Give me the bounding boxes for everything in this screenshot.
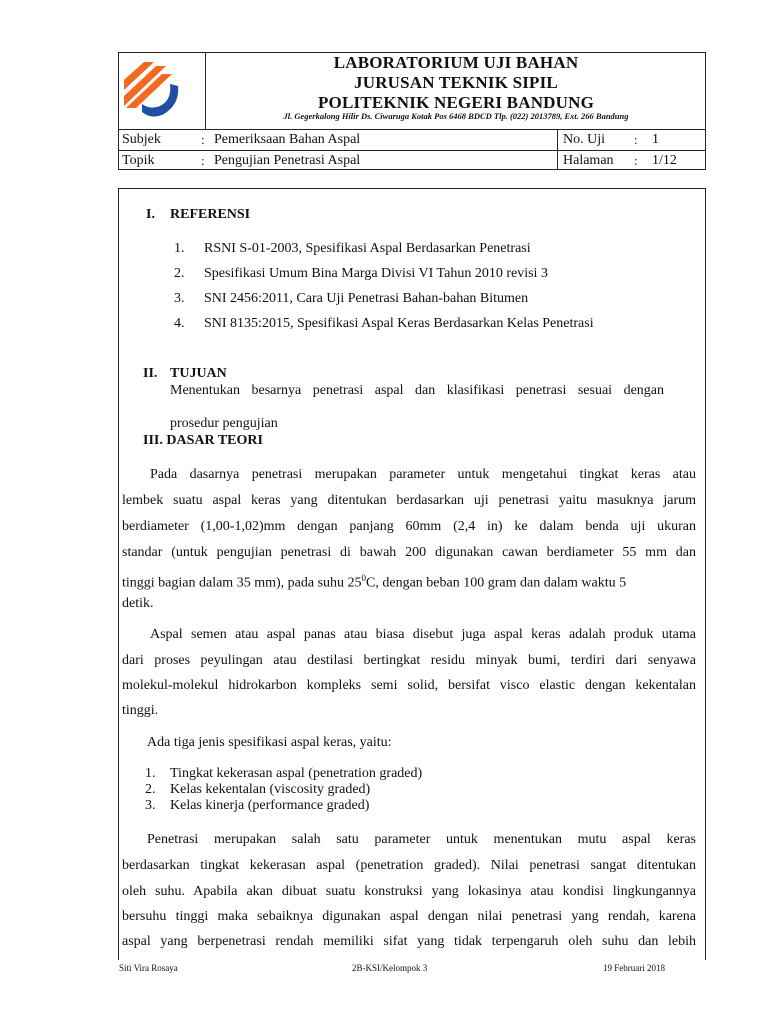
tujuan-text-line2: prosedur pengujian: [170, 416, 278, 431]
list-item: Tingkat kekerasan aspal (penetration graded): [170, 766, 423, 781]
paragraph-line: berdasarkan tingkat kekerasan aspal (penetration graded). Nilai penetrasi sangat ditentukan: [122, 858, 696, 873]
topik-label: Topik: [122, 153, 155, 168]
header-divider: [557, 129, 558, 170]
paragraph-line: bersuhu tinggi maka sebaiknya digunakan aspal dengan nilai penetrasi yang rendah, karena: [122, 909, 696, 924]
colon: :: [201, 132, 205, 147]
subjek-value: Pemeriksaan Bahan Aspal: [214, 132, 361, 147]
reference-text: SNI 8135:2015, Spesifikasi Aspal Keras Berdasarkan Kelas Penetrasi: [204, 316, 594, 331]
colon: :: [201, 153, 205, 168]
paragraph-line: oleh suhu. Apabila akan dibuat suatu konstruksi yang lokasinya atau kondisi lingkungannya: [122, 884, 696, 899]
paragraph-line: berdiameter (1,00-1,02)mm dengan panjang 60mm (2,4 in) ke dalam benda uji ukuran: [122, 519, 696, 534]
paragraph-text: tinggi bagian dalam 35 mm), pada suhu 25: [122, 575, 362, 591]
halaman-label: Halaman: [563, 153, 614, 168]
paragraph-line: [122, 566, 696, 596]
list-number: 3.: [145, 798, 156, 813]
paragraph-line: Ada tiga jenis spesifikasi aspal keras, yaitu:: [147, 735, 392, 750]
paragraph-text: C, dengan beban 100 gram dan dalam waktu 5: [366, 575, 627, 591]
footer-group: 2B-KSI/Kelompok 3: [352, 963, 428, 973]
paragraph-line: molekul-molekul hidrokarbon kompleks semi solid, bersifat visco elastic dengan kekentalan: [122, 678, 696, 693]
reference-number: 1.: [174, 241, 185, 256]
no-uji-label: No. Uji: [563, 132, 605, 147]
list-item: Kelas kekentalan (viscosity graded): [170, 782, 371, 797]
footer-author: Siti Vira Rosaya: [119, 963, 178, 973]
colon: :: [634, 153, 638, 168]
subjek-label: Subjek: [122, 132, 161, 147]
reference-number: 4.: [174, 316, 185, 331]
paragraph-line: Pada dasarnya penetrasi merupakan parameter untuk mengetahui tingkat keras atau: [150, 467, 696, 482]
halaman-value: 1/12: [652, 153, 677, 168]
colon: :: [634, 132, 638, 147]
section-title-referensi: REFERENSI: [170, 207, 251, 222]
paragraph-line: aspal yang berpenetrasi rendah memiliki sifat yang tidak terpengaruh oleh suhu dan lebih: [122, 934, 696, 949]
reference-text: RSNI S-01-2003, Spesifikasi Aspal Berdasarkan Penetrasi: [204, 241, 531, 256]
paragraph-line: Aspal semen atau aspal panas atau biasa disebut juga aspal keras adalah produk utama: [150, 627, 696, 642]
lab-address: Jl. Gegerkalong Hilir Ds. Ciwaruga Kotak Pos 6468 BDCD Tlp. (022) 2013789, Ext. 266 Bandung: [283, 111, 629, 121]
reference-number: 3.: [174, 291, 185, 306]
tujuan-text-line1: Menentukan besarnya penetrasi aspal dan klasifikasi penetrasi sesuai dengan: [170, 383, 664, 398]
section-title-dasar-teori: III. DASAR TEORI: [143, 433, 263, 448]
section-title-tujuan: TUJUAN: [170, 366, 227, 381]
reference-number: 2.: [174, 266, 185, 281]
paragraph-line: tinggi.: [122, 703, 159, 718]
paragraph-line: lembek suatu aspal keras yang ditentukan berdasarkan uji penetrasi yaitu masuknya jarum: [122, 493, 696, 508]
section-number: I.: [146, 207, 155, 222]
list-number: 2.: [145, 782, 156, 797]
section-number: II.: [143, 366, 158, 381]
paragraph-line: detik.: [122, 596, 154, 611]
paragraph-line: dari proses peyulingan atau destilasi bertingkat residu minyak bumi, terdiri dari senyawa: [122, 653, 696, 668]
header-divider: [118, 129, 706, 130]
superscript: 0: [361, 573, 367, 583]
lab-title-line1: LABORATORIUM UJI BAHAN: [333, 53, 579, 72]
topik-value: Pengujian Penetrasi Aspal: [214, 153, 361, 168]
lab-title-line2: JURUSAN TEKNIK SIPIL: [354, 73, 558, 92]
list-item: Kelas kinerja (performance graded): [170, 798, 370, 813]
paragraph-line: standar (untuk pengujian penetrasi di bawah 200 digunakan cawan berdiameter 55 mm dan: [122, 545, 696, 560]
paragraph-line: Penetrasi merupakan salah satu parameter untuk menentukan mutu aspal keras: [147, 832, 696, 847]
paragraph-fragment: [122, 566, 626, 596]
reference-text: Spesifikasi Umum Bina Marga Divisi VI Tahun 2010 revisi 3: [204, 266, 548, 281]
lab-title-line3: POLITEKNIK NEGERI BANDUNG: [317, 93, 595, 112]
reference-text: SNI 2456:2011, Cara Uji Penetrasi Bahan-bahan Bitumen: [204, 291, 529, 306]
footer-date: 19 Februari 2018: [603, 963, 665, 973]
header-divider: [118, 150, 706, 151]
list-number: 1.: [145, 766, 156, 781]
no-uji-value: 1: [652, 132, 659, 147]
